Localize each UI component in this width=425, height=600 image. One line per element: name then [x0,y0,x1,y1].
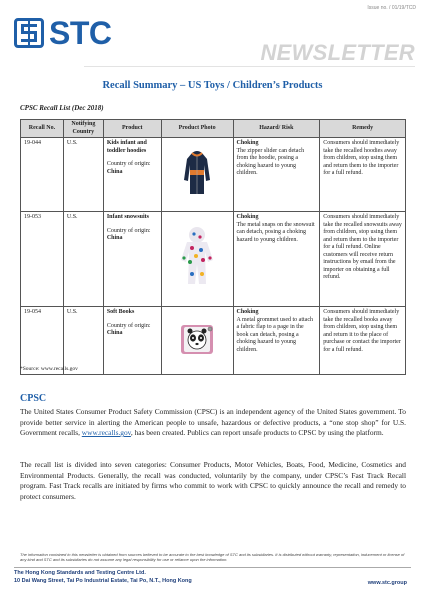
stc-logo-icon [14,18,44,48]
product-name: Soft Books [106,309,135,315]
hazard-text: The zipper slider can detach from the hoodie, posing a choking hazard to young children. [236,147,305,176]
hazard-text: The metal snaps on the snowsuit can detach, posing a choking hazard to young children. [236,221,315,243]
col-header-recall-no: Recall No. [21,120,64,138]
page-title: Recall Summary – US Toys / Children’s Products [102,80,323,91]
table-header-row [21,120,406,138]
remedy-cell: Consumers should immediately take the recalled books away from children, stop using them and return it to the place of purchase or contact the importer for a full refund. [320,307,406,375]
cpsc-paragraph-2: The recall list is divided into seven categories: Consumer Products, Motor Vehicles, Boats, Food, Medicine, Cosmetics and Environmental Products. Generally, the recall was conducted, voluntarily by the company, under CPSC’s Fast Track Recall program. Fast Track recalls are initiated by firms who commit to work with CPSC to quickly announce the recall and remedy to protect consumers. [20,460,406,501]
product-photo-cell [161,307,233,375]
p1-text-before: The United States Consumer Product Safety Commission (CPSC) is an independent agency of the United States government. To provide better service in alerting the American people to unsafe, hazardous or defective products, a “one stop shop” for U.S. Government recalls, [20,407,406,438]
hazard-title: Choking [236,214,259,220]
table-row [21,307,406,375]
country-cell: U.S. [63,212,103,307]
hazard-cell [233,212,320,307]
col-header-product: Product [103,120,161,138]
origin-value: China [106,235,123,241]
product-cell [103,212,161,307]
recall-table [20,119,406,375]
hazard-cell [233,307,320,375]
origin-label: Country of origin: [106,161,151,167]
footer-website-link[interactable]: www.stc.group [367,580,407,586]
section-heading-cpsc: CPSC [20,393,47,404]
recall-no-cell: 19-053 [21,212,64,307]
country-cell: U.S. [63,138,103,212]
hazard-title: Choking [236,309,259,315]
country-cell: U.S. [63,307,103,375]
remedy-cell: Consumers should immediately take the recalled snowsuits away from children, stop using them and return them to the importer for a full refund. Online customers will receive return instructions by email from the importer on obtaining a full refund. [320,212,406,307]
hazard-text: A metal grommet used to attach a fabric flap to a page in the book can detach, posing a choking hazard to young children. [236,316,313,353]
product-photo-cell [161,138,233,212]
recall-no-cell: 19-044 [21,138,64,212]
recall-no-cell: 19-054 [21,307,64,375]
stc-logo [14,17,112,49]
cpsc-paragraph-1 [20,407,406,439]
hoodie-photo [183,150,211,196]
remedy-cell: Consumers should immediately take the recalled hoodies away from children, stop using them and return them to the importer for a full refund. [320,138,406,212]
hazard-title: Choking [236,140,259,146]
footer [14,567,411,587]
col-header-photo: Product Photo [161,120,233,138]
product-photo-cell [161,212,233,307]
snowsuit-photo [180,226,214,288]
table-row [21,138,406,212]
footer-company: The Hong Kong Standards and Testing Centre Ltd. [14,570,146,576]
origin-value: China [106,330,123,336]
col-header-remedy: Remedy [320,120,406,138]
p1-text-after: , has been created. Publics can report unsafe products to CPSC by using the platform. [130,428,384,438]
product-cell [103,307,161,375]
brand-name: STC [49,15,112,51]
disclaimer: The information contained in this newsletter is obtained from sources believed to be accurate to the best knowledge of STC and its subsidiaries. It is distributed without warranty, representation, inducement or license of any kind and STC and its subsidiaries do not assume any legal responsibility for use or reliance upon the information. [20,552,405,563]
table-row [21,212,406,307]
list-title: CPSC Recall List (Dec 2018) [20,104,104,112]
origin-value: China [106,168,123,175]
origin-label: Country of origin: [106,227,151,234]
product-name: Kids infant and toddler hoodies [106,140,147,154]
footer-address: 10 Dai Wang Street, Tai Po Industrial Estate, Tai Po, N.T., Hong Kong [14,577,192,584]
soft-book-photo [179,322,215,356]
hazard-cell [233,138,320,212]
header-divider [84,66,415,67]
source-note: *Source: www.recalls.gov [20,366,78,372]
newsletter-label: NEWSLETTER [260,40,415,65]
col-header-hazard: Hazard/ Risk [233,120,320,138]
col-header-country: Notifying Country [63,120,103,138]
issue-number: Issue no. / 01/19/TCD [367,5,416,11]
product-cell [103,138,161,212]
origin-label: Country of origin: [106,322,151,329]
product-name: Infant snowsuits [106,214,150,220]
recalls-gov-link[interactable]: www.recalls.gov [81,428,131,438]
